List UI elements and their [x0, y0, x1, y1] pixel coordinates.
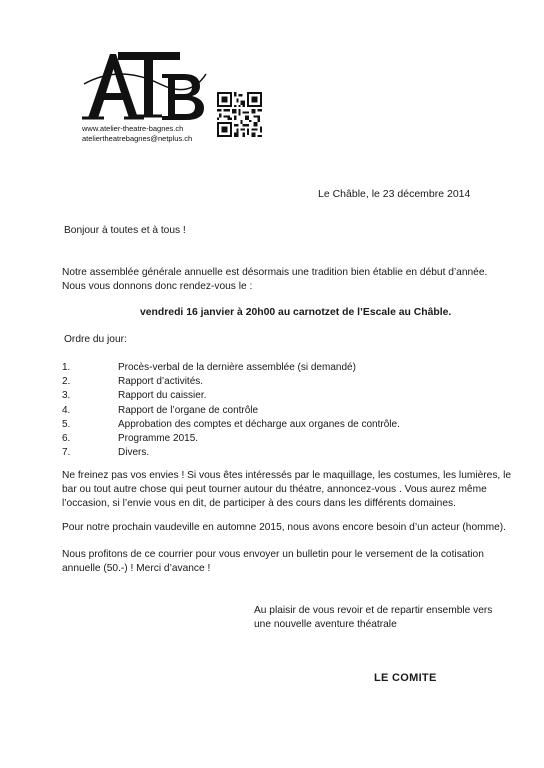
agenda-number: 5. — [62, 418, 71, 430]
volunteer-line-2: bar ou tout autre chose qui peut tourner autour du théatre, annoncez-vous . Vous aurez même — [62, 484, 487, 495]
volunteer-line-1: Ne freinez pas vos envies ! Si vous êtes intéressés par le maquillage, les costumes, les lumières, le — [62, 470, 512, 481]
agenda-item — [62, 361, 512, 375]
agenda-item — [62, 404, 512, 418]
meeting-details: vendredi 16 janvier à 20h00 au carnotzet de l’Escale au Châble. — [140, 307, 452, 318]
agenda-title: Ordre du jour: — [64, 334, 127, 345]
agenda-text: Rapport d’activités. — [118, 376, 204, 388]
intro-line-1: Notre assemblée générale annuelle est désormais une tradition bien établie en début d’année. — [62, 267, 488, 278]
agenda-item — [62, 389, 512, 403]
closing-line-2: une nouvelle aventure théatrale — [254, 619, 397, 630]
agenda-number: 7. — [62, 447, 71, 459]
agenda-item — [62, 446, 512, 460]
agenda-number: 4. — [62, 404, 71, 416]
membership-line-1: Nous profitons de ce courrier pour vous envoyer un bulletin pour le versement de la cotisation — [62, 549, 484, 560]
email-link[interactable]: ateliertheatrebagnes@netplus.ch — [82, 134, 193, 143]
volunteer-paragraph — [62, 469, 517, 511]
agenda-number: 2. — [62, 376, 71, 388]
agenda-text: Approbation des comptes et décharge aux organes de contrôle. — [118, 418, 400, 430]
greeting: Bonjour à toutes et à tous ! — [64, 225, 186, 236]
contact-info — [82, 124, 192, 144]
atb-logo-graphic — [80, 44, 210, 124]
website-link[interactable]: www.atelier-theatre-bagnes.ch — [82, 124, 184, 133]
intro-paragraph — [62, 266, 512, 294]
membership-line-2: annuelle (50.-) ! Merci d’avance ! — [62, 563, 211, 574]
agenda-number: 1. — [62, 362, 71, 373]
agenda-text: Programme 2015. — [118, 432, 199, 444]
qr-code-icon — [217, 92, 262, 137]
agenda-text: Procès-verbal de la dernière assemblée (si demandé) — [118, 362, 356, 373]
agenda-text: Rapport de l’organe de contrôle — [118, 404, 259, 416]
intro-line-2: Nous vous donnons donc rendez-vous le : — [62, 281, 253, 292]
agenda-item — [62, 432, 512, 446]
agenda-list — [62, 361, 512, 460]
agenda-item — [62, 375, 512, 389]
closing-text — [254, 604, 524, 632]
agenda-number: 6. — [62, 432, 71, 444]
atb-logo — [80, 44, 210, 124]
volunteer-line-3: l’occasion, si l’envie vous en dit, de participer à des cours dans les différents domaines. — [62, 498, 456, 509]
agenda-text: Divers. — [118, 447, 150, 459]
letter-date: Le Châble, le 23 décembre 2014 — [318, 188, 471, 200]
agenda-item — [62, 418, 512, 432]
signature: LE COMITE — [374, 672, 437, 684]
agenda-number: 3. — [62, 390, 71, 402]
actor-paragraph: Pour notre prochain vaudeville en automne 2015, nous avons encore besoin d’un acteur (homme). — [62, 522, 506, 533]
agenda-text: Rapport du caissier. — [118, 390, 207, 402]
membership-paragraph — [62, 548, 517, 576]
closing-line-1: Au plaisir de vous revoir et de repartir ensemble vers — [254, 605, 493, 616]
